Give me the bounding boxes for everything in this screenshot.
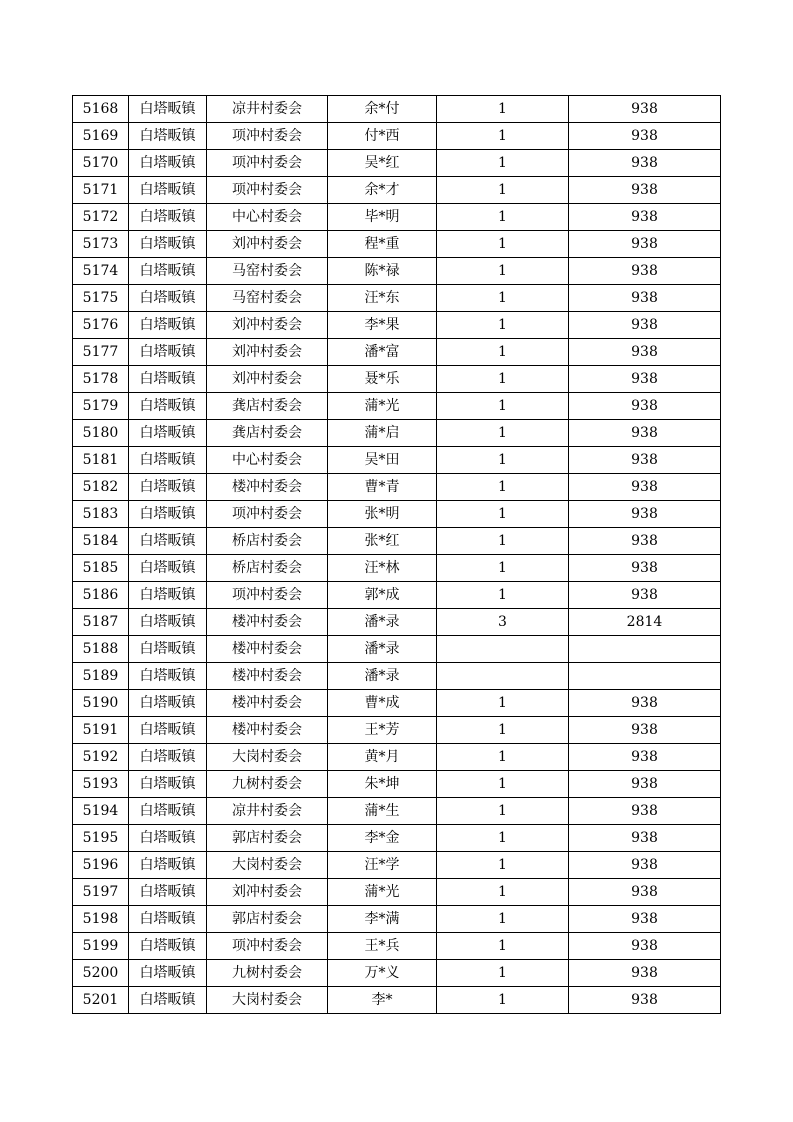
roster-table-body (73, 96, 721, 1014)
village-cell: 楼冲村委会 (207, 609, 328, 636)
village-cell: 龚店村委会 (207, 420, 328, 447)
name-cell: 潘*录 (328, 609, 437, 636)
amount-cell: 938 (569, 771, 721, 798)
town-cell: 白塔畈镇 (129, 771, 207, 798)
name-cell: 潘*录 (328, 636, 437, 663)
count-cell: 1 (437, 123, 569, 150)
town-cell: 白塔畈镇 (129, 96, 207, 123)
name-cell: 蒲*光 (328, 393, 437, 420)
town-cell: 白塔畈镇 (129, 555, 207, 582)
row-number-cell: 5174 (73, 258, 129, 285)
row-number-cell: 5193 (73, 771, 129, 798)
town-cell: 白塔畈镇 (129, 366, 207, 393)
count-cell: 1 (437, 312, 569, 339)
village-cell: 项冲村委会 (207, 582, 328, 609)
amount-cell: 938 (569, 150, 721, 177)
name-cell: 汪*东 (328, 285, 437, 312)
village-cell: 九树村委会 (207, 960, 328, 987)
table-row (73, 123, 721, 150)
table-row (73, 501, 721, 528)
town-cell: 白塔畈镇 (129, 420, 207, 447)
table-row (73, 366, 721, 393)
amount-cell: 938 (569, 339, 721, 366)
table-row (73, 258, 721, 285)
village-cell: 楼冲村委会 (207, 717, 328, 744)
village-cell: 刘冲村委会 (207, 366, 328, 393)
table-row (73, 474, 721, 501)
table-row (73, 285, 721, 312)
count-cell: 1 (437, 339, 569, 366)
village-cell: 凉井村委会 (207, 798, 328, 825)
table-row (73, 609, 721, 636)
row-number-cell: 5176 (73, 312, 129, 339)
amount-cell: 938 (569, 744, 721, 771)
name-cell: 郭*成 (328, 582, 437, 609)
amount-cell: 938 (569, 906, 721, 933)
count-cell: 1 (437, 285, 569, 312)
town-cell: 白塔畈镇 (129, 231, 207, 258)
amount-cell: 938 (569, 258, 721, 285)
row-number-cell: 5180 (73, 420, 129, 447)
table-row (73, 960, 721, 987)
town-cell: 白塔畈镇 (129, 204, 207, 231)
table-row (73, 771, 721, 798)
name-cell: 黄*月 (328, 744, 437, 771)
count-cell: 1 (437, 420, 569, 447)
row-number-cell: 5189 (73, 663, 129, 690)
town-cell: 白塔畈镇 (129, 312, 207, 339)
amount-cell: 2814 (569, 609, 721, 636)
name-cell: 吴*田 (328, 447, 437, 474)
table-row (73, 690, 721, 717)
name-cell: 潘*富 (328, 339, 437, 366)
row-number-cell: 5181 (73, 447, 129, 474)
count-cell: 1 (437, 744, 569, 771)
name-cell: 付*西 (328, 123, 437, 150)
table-row (73, 987, 721, 1014)
count-cell: 1 (437, 960, 569, 987)
village-cell: 楼冲村委会 (207, 663, 328, 690)
town-cell: 白塔畈镇 (129, 258, 207, 285)
village-cell: 刘冲村委会 (207, 312, 328, 339)
count-cell: 1 (437, 987, 569, 1014)
town-cell: 白塔畈镇 (129, 879, 207, 906)
row-number-cell: 5175 (73, 285, 129, 312)
row-number-cell: 5192 (73, 744, 129, 771)
amount-cell: 938 (569, 447, 721, 474)
count-cell: 1 (437, 933, 569, 960)
name-cell: 陈*禄 (328, 258, 437, 285)
name-cell: 王*兵 (328, 933, 437, 960)
table-row (73, 744, 721, 771)
row-number-cell: 5201 (73, 987, 129, 1014)
amount-cell: 938 (569, 366, 721, 393)
table-row (73, 825, 721, 852)
row-number-cell: 5195 (73, 825, 129, 852)
village-cell: 项冲村委会 (207, 123, 328, 150)
village-cell: 大岗村委会 (207, 987, 328, 1014)
town-cell: 白塔畈镇 (129, 177, 207, 204)
table-row (73, 312, 721, 339)
count-cell: 1 (437, 879, 569, 906)
table-row (73, 447, 721, 474)
name-cell: 张*明 (328, 501, 437, 528)
count-cell: 1 (437, 852, 569, 879)
row-number-cell: 5172 (73, 204, 129, 231)
village-cell: 楼冲村委会 (207, 474, 328, 501)
amount-cell: 938 (569, 717, 721, 744)
count-cell: 1 (437, 366, 569, 393)
name-cell: 毕*明 (328, 204, 437, 231)
count-cell: 1 (437, 582, 569, 609)
amount-cell: 938 (569, 501, 721, 528)
row-number-cell: 5173 (73, 231, 129, 258)
amount-cell (569, 663, 721, 690)
table-row (73, 555, 721, 582)
count-cell: 1 (437, 906, 569, 933)
table-row (73, 852, 721, 879)
village-cell: 项冲村委会 (207, 150, 328, 177)
row-number-cell: 5196 (73, 852, 129, 879)
table-row (73, 96, 721, 123)
town-cell: 白塔畈镇 (129, 744, 207, 771)
town-cell: 白塔畈镇 (129, 852, 207, 879)
row-number-cell: 5199 (73, 933, 129, 960)
village-cell: 桥店村委会 (207, 555, 328, 582)
amount-cell: 938 (569, 285, 721, 312)
count-cell: 1 (437, 150, 569, 177)
row-number-cell: 5198 (73, 906, 129, 933)
town-cell: 白塔畈镇 (129, 636, 207, 663)
town-cell: 白塔畈镇 (129, 582, 207, 609)
name-cell: 程*重 (328, 231, 437, 258)
name-cell: 余*付 (328, 96, 437, 123)
row-number-cell: 5200 (73, 960, 129, 987)
village-cell: 郭店村委会 (207, 906, 328, 933)
town-cell: 白塔畈镇 (129, 447, 207, 474)
row-number-cell: 5171 (73, 177, 129, 204)
count-cell: 1 (437, 96, 569, 123)
count-cell: 1 (437, 204, 569, 231)
village-cell: 凉井村委会 (207, 96, 328, 123)
amount-cell: 938 (569, 960, 721, 987)
count-cell: 1 (437, 528, 569, 555)
table-row (73, 636, 721, 663)
amount-cell: 938 (569, 825, 721, 852)
name-cell: 曹*成 (328, 690, 437, 717)
name-cell: 蒲*启 (328, 420, 437, 447)
table-row (73, 420, 721, 447)
town-cell: 白塔畈镇 (129, 825, 207, 852)
village-cell: 中心村委会 (207, 447, 328, 474)
row-number-cell: 5178 (73, 366, 129, 393)
town-cell: 白塔畈镇 (129, 150, 207, 177)
village-cell: 马窑村委会 (207, 285, 328, 312)
amount-cell: 938 (569, 852, 721, 879)
row-number-cell: 5185 (73, 555, 129, 582)
amount-cell: 938 (569, 528, 721, 555)
village-cell: 中心村委会 (207, 204, 328, 231)
count-cell: 1 (437, 825, 569, 852)
town-cell: 白塔畈镇 (129, 933, 207, 960)
row-number-cell: 5194 (73, 798, 129, 825)
name-cell: 李* (328, 987, 437, 1014)
row-number-cell: 5190 (73, 690, 129, 717)
table-row (73, 663, 721, 690)
row-number-cell: 5168 (73, 96, 129, 123)
table-row (73, 906, 721, 933)
roster-table (72, 95, 721, 1014)
table-row (73, 717, 721, 744)
table-row (73, 177, 721, 204)
table-row (73, 798, 721, 825)
amount-cell: 938 (569, 555, 721, 582)
village-cell: 楼冲村委会 (207, 636, 328, 663)
town-cell: 白塔畈镇 (129, 123, 207, 150)
village-cell: 项冲村委会 (207, 177, 328, 204)
name-cell: 汪*林 (328, 555, 437, 582)
town-cell: 白塔畈镇 (129, 987, 207, 1014)
village-cell: 郭店村委会 (207, 825, 328, 852)
count-cell: 1 (437, 798, 569, 825)
row-number-cell: 5191 (73, 717, 129, 744)
name-cell: 李*果 (328, 312, 437, 339)
table-row (73, 879, 721, 906)
table-row (73, 204, 721, 231)
amount-cell: 938 (569, 987, 721, 1014)
row-number-cell: 5177 (73, 339, 129, 366)
amount-cell: 938 (569, 690, 721, 717)
row-number-cell: 5183 (73, 501, 129, 528)
name-cell: 朱*坤 (328, 771, 437, 798)
town-cell: 白塔畈镇 (129, 690, 207, 717)
village-cell: 楼冲村委会 (207, 690, 328, 717)
row-number-cell: 5170 (73, 150, 129, 177)
town-cell: 白塔畈镇 (129, 798, 207, 825)
town-cell: 白塔畈镇 (129, 960, 207, 987)
town-cell: 白塔畈镇 (129, 528, 207, 555)
town-cell: 白塔畈镇 (129, 906, 207, 933)
count-cell: 1 (437, 690, 569, 717)
count-cell: 1 (437, 717, 569, 744)
village-cell: 龚店村委会 (207, 393, 328, 420)
name-cell: 万*义 (328, 960, 437, 987)
amount-cell: 938 (569, 123, 721, 150)
table-row (73, 393, 721, 420)
village-cell: 马窑村委会 (207, 258, 328, 285)
row-number-cell: 5182 (73, 474, 129, 501)
table-row (73, 528, 721, 555)
row-number-cell: 5197 (73, 879, 129, 906)
village-cell: 项冲村委会 (207, 933, 328, 960)
count-cell: 3 (437, 609, 569, 636)
name-cell: 余*才 (328, 177, 437, 204)
row-number-cell: 5187 (73, 609, 129, 636)
table-row (73, 150, 721, 177)
amount-cell: 938 (569, 177, 721, 204)
count-cell: 1 (437, 555, 569, 582)
name-cell: 汪*学 (328, 852, 437, 879)
name-cell: 王*芳 (328, 717, 437, 744)
name-cell: 李*满 (328, 906, 437, 933)
name-cell: 李*金 (328, 825, 437, 852)
amount-cell: 938 (569, 474, 721, 501)
town-cell: 白塔畈镇 (129, 474, 207, 501)
count-cell: 1 (437, 447, 569, 474)
amount-cell: 938 (569, 312, 721, 339)
village-cell: 刘冲村委会 (207, 231, 328, 258)
row-number-cell: 5169 (73, 123, 129, 150)
town-cell: 白塔畈镇 (129, 393, 207, 420)
row-number-cell: 5188 (73, 636, 129, 663)
count-cell: 1 (437, 474, 569, 501)
count-cell: 1 (437, 231, 569, 258)
row-number-cell: 5179 (73, 393, 129, 420)
name-cell: 吴*红 (328, 150, 437, 177)
town-cell: 白塔畈镇 (129, 663, 207, 690)
amount-cell: 938 (569, 582, 721, 609)
name-cell: 蒲*光 (328, 879, 437, 906)
name-cell: 张*红 (328, 528, 437, 555)
row-number-cell: 5184 (73, 528, 129, 555)
amount-cell: 938 (569, 96, 721, 123)
town-cell: 白塔畈镇 (129, 717, 207, 744)
amount-cell: 938 (569, 798, 721, 825)
village-cell: 刘冲村委会 (207, 339, 328, 366)
amount-cell: 938 (569, 204, 721, 231)
town-cell: 白塔畈镇 (129, 501, 207, 528)
table-row (73, 933, 721, 960)
town-cell: 白塔畈镇 (129, 609, 207, 636)
table-row (73, 582, 721, 609)
name-cell: 聂*乐 (328, 366, 437, 393)
count-cell: 1 (437, 771, 569, 798)
village-cell: 项冲村委会 (207, 501, 328, 528)
amount-cell (569, 636, 721, 663)
village-cell: 大岗村委会 (207, 744, 328, 771)
village-cell: 刘冲村委会 (207, 879, 328, 906)
table-row (73, 231, 721, 258)
amount-cell: 938 (569, 420, 721, 447)
row-number-cell: 5186 (73, 582, 129, 609)
amount-cell: 938 (569, 879, 721, 906)
village-cell: 大岗村委会 (207, 852, 328, 879)
count-cell: 1 (437, 258, 569, 285)
amount-cell: 938 (569, 393, 721, 420)
village-cell: 桥店村委会 (207, 528, 328, 555)
amount-cell: 938 (569, 231, 721, 258)
name-cell: 潘*录 (328, 663, 437, 690)
town-cell: 白塔畈镇 (129, 285, 207, 312)
name-cell: 曹*青 (328, 474, 437, 501)
count-cell (437, 663, 569, 690)
count-cell (437, 636, 569, 663)
village-cell: 九树村委会 (207, 771, 328, 798)
count-cell: 1 (437, 501, 569, 528)
amount-cell: 938 (569, 933, 721, 960)
count-cell: 1 (437, 177, 569, 204)
table-row (73, 339, 721, 366)
count-cell: 1 (437, 393, 569, 420)
name-cell: 蒲*生 (328, 798, 437, 825)
town-cell: 白塔畈镇 (129, 339, 207, 366)
